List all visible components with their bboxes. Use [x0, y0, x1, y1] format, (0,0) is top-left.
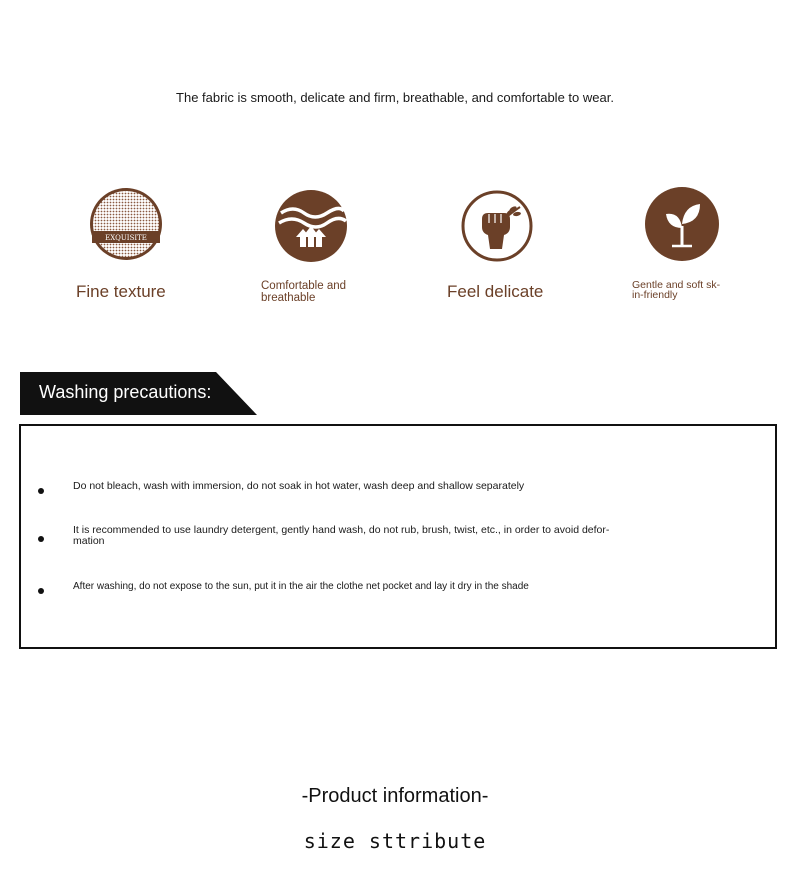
feature-row	[0, 186, 790, 316]
feature-label: Gentle and soft sk- in-friendly	[632, 279, 721, 301]
bullet-icon	[38, 588, 44, 594]
fist-holding-sprig-icon	[460, 189, 534, 263]
washing-precautions-list: Do not bleach, wash with immersion, do not soak in hot water, wash deep and shallow separately It is recommended to use laundry detergent, gently hand wash, do not rub, brush, twist, etc., in order to avoid defor- mation After washing, do not expose to the sun, put it in the air the clothe net pocket and lay it dry in the shade	[19, 424, 777, 649]
bullet-icon	[38, 536, 44, 542]
washing-precautions-tab	[20, 372, 257, 415]
size-attribute-heading: size sttribute	[303, 829, 487, 853]
washing-precautions-title: Washing precautions:	[39, 382, 212, 402]
feature-label: Feel delicate	[447, 282, 544, 301]
exquisite-texture-icon	[88, 186, 164, 262]
breathable-waves-arrows-icon	[274, 189, 348, 263]
fabric-description: The fabric is smooth, delicate and firm, breathable, and comfortable to wear.	[176, 90, 614, 105]
bullet-icon	[38, 488, 44, 494]
feature-label: Comfortable and breathable	[261, 280, 347, 304]
feature-label: Fine texture	[76, 282, 166, 301]
svg-text:EXQUISITE: EXQUISITE	[105, 234, 147, 242]
sprout-leaf-icon	[644, 186, 720, 262]
product-information-heading: -Product information-	[301, 785, 489, 807]
